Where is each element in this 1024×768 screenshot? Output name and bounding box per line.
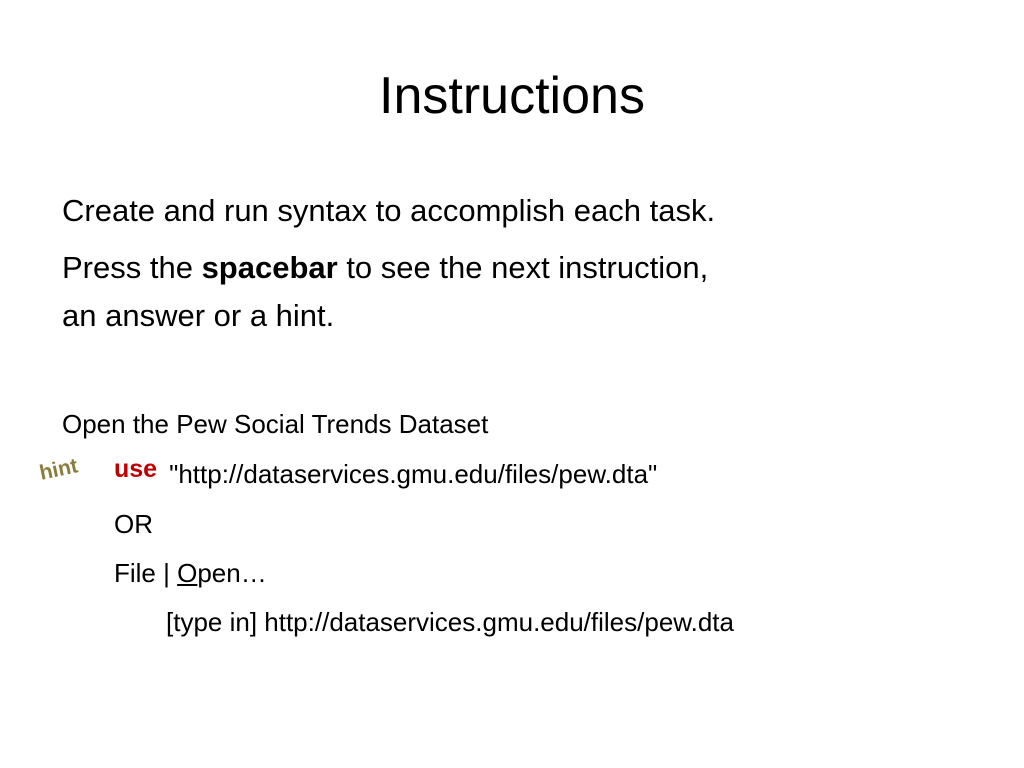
intro-line-3: an answer or a hint. <box>62 298 335 333</box>
file-open-menu-path <box>114 556 267 590</box>
intro-line-2 <box>62 248 708 288</box>
hint-label[interactable]: hint <box>37 454 80 485</box>
slide-title: Instructions <box>379 67 645 125</box>
menu-path-suffix: pen… <box>197 558 267 588</box>
menu-path-prefix: File | <box>114 558 178 588</box>
intro-line-1: Create and run syntax to accomplish each task. <box>62 193 716 228</box>
use-command-line <box>114 457 657 492</box>
or-label: OR <box>114 509 153 539</box>
type-in-url-instruction: [type in] http://dataservices.gmu.edu/files/pew.dta <box>166 607 734 637</box>
intro-line-2-prefix: Press the <box>62 250 202 285</box>
menu-mnemonic-letter: O <box>177 558 198 588</box>
spacebar-keyword: spacebar <box>201 250 338 285</box>
task-heading: Open the Pew Social Trends Dataset <box>62 409 489 439</box>
intro-line-2-suffix: to see the next instruction, <box>337 250 709 285</box>
use-command-argument: "http://dataservices.gmu.edu/files/pew.dta" <box>169 459 658 489</box>
use-keyword: use <box>114 455 158 483</box>
